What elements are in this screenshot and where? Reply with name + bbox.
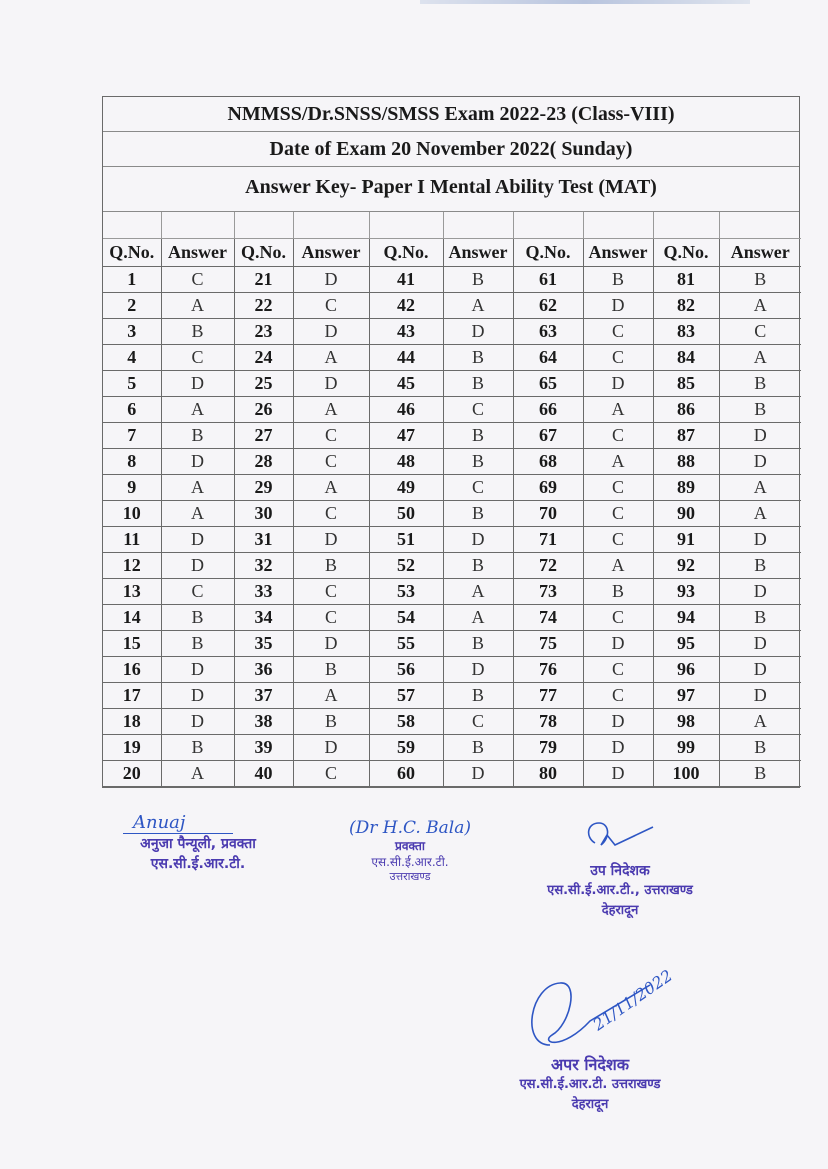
question-number-cell: 96 xyxy=(653,657,719,683)
question-number-cell: 74 xyxy=(513,605,583,631)
question-number-cell: 69 xyxy=(513,475,583,501)
question-number-cell: 85 xyxy=(653,371,719,397)
answer-cell: B xyxy=(443,267,513,293)
answer-cell: B xyxy=(443,371,513,397)
answer-cell: A xyxy=(719,345,801,371)
signatory-line: अनुजा पैन्यूली, प्रवक्ता xyxy=(140,836,256,852)
answer-cell: A xyxy=(161,761,234,787)
answer-cell: B xyxy=(719,371,801,397)
answer-cell: D xyxy=(443,319,513,345)
signatory-line: एस.सी.ई.आर.टी. xyxy=(371,855,449,869)
answer-cell: D xyxy=(161,683,234,709)
answer-cell: B xyxy=(719,553,801,579)
question-number-cell: 17 xyxy=(103,683,161,709)
question-number-cell: 55 xyxy=(369,631,443,657)
answer-cell: A xyxy=(443,579,513,605)
question-number-cell: 33 xyxy=(234,579,293,605)
answer-cell: A xyxy=(719,475,801,501)
signatory-line: देहरादून xyxy=(571,1097,609,1112)
answer-cell: C xyxy=(443,475,513,501)
table-row xyxy=(103,761,801,787)
question-number-cell: 29 xyxy=(234,475,293,501)
answer-cell: B xyxy=(161,605,234,631)
table-row xyxy=(103,475,801,501)
answer-cell: D xyxy=(293,371,369,397)
answer-cell: C xyxy=(583,475,653,501)
question-number-cell: 28 xyxy=(234,449,293,475)
answer-cell: D xyxy=(293,527,369,553)
col-header: Q.No. xyxy=(653,239,719,267)
table-row xyxy=(103,423,801,449)
answer-cell: B xyxy=(583,579,653,605)
answer-cell: B xyxy=(443,423,513,449)
col-header: Answer xyxy=(719,239,801,267)
question-number-cell: 68 xyxy=(513,449,583,475)
table-row xyxy=(103,501,801,527)
answer-cell: B xyxy=(719,761,801,787)
question-number-cell: 82 xyxy=(653,293,719,319)
answer-cell: D xyxy=(161,371,234,397)
signature-scrawl: Anuaj xyxy=(123,812,233,834)
answer-cell: A xyxy=(719,709,801,735)
answer-cell: C xyxy=(583,501,653,527)
answer-cell: D xyxy=(161,553,234,579)
question-number-cell: 41 xyxy=(369,267,443,293)
answer-cell: D xyxy=(719,657,801,683)
answer-cell: A xyxy=(443,605,513,631)
answer-cell: A xyxy=(293,683,369,709)
col-header: Answer xyxy=(161,239,234,267)
question-number-cell: 31 xyxy=(234,527,293,553)
answer-cell: D xyxy=(161,709,234,735)
question-number-cell: 38 xyxy=(234,709,293,735)
answer-cell: B xyxy=(293,553,369,579)
question-number-cell: 7 xyxy=(103,423,161,449)
answer-cell: B xyxy=(443,501,513,527)
answer-cell: B xyxy=(583,267,653,293)
question-number-cell: 44 xyxy=(369,345,443,371)
question-number-cell: 53 xyxy=(369,579,443,605)
answer-cell: A xyxy=(719,293,801,319)
paper-subtitle: Answer Key- Paper I Mental Ability Test (MAT) xyxy=(103,167,799,212)
answer-cell: D xyxy=(161,527,234,553)
question-number-cell: 14 xyxy=(103,605,161,631)
question-number-cell: 54 xyxy=(369,605,443,631)
question-number-cell: 23 xyxy=(234,319,293,345)
question-number-cell: 94 xyxy=(653,605,719,631)
signature-scrawl: (Dr H.C. Bala) xyxy=(348,818,472,838)
table-row xyxy=(103,345,801,371)
answer-cell: D xyxy=(719,527,801,553)
signature-block-additional-director xyxy=(485,965,695,1115)
question-number-cell: 50 xyxy=(369,501,443,527)
question-number-cell: 46 xyxy=(369,397,443,423)
question-number-cell: 16 xyxy=(103,657,161,683)
answer-cell: D xyxy=(443,527,513,553)
question-number-cell: 57 xyxy=(369,683,443,709)
answer-cell: C xyxy=(161,345,234,371)
answer-cell: D xyxy=(443,761,513,787)
question-number-cell: 59 xyxy=(369,735,443,761)
question-number-cell: 22 xyxy=(234,293,293,319)
question-number-cell: 3 xyxy=(103,319,161,345)
question-number-cell: 67 xyxy=(513,423,583,449)
answer-cell: C xyxy=(443,397,513,423)
answer-cell: B xyxy=(719,605,801,631)
answer-cell: D xyxy=(161,657,234,683)
question-number-cell: 75 xyxy=(513,631,583,657)
question-number-cell: 63 xyxy=(513,319,583,345)
question-number-cell: 1 xyxy=(103,267,161,293)
answer-cell: C xyxy=(583,683,653,709)
answer-key-sheet xyxy=(102,96,800,788)
question-number-cell: 6 xyxy=(103,397,161,423)
table-row xyxy=(103,735,801,761)
answer-cell: A xyxy=(161,475,234,501)
col-header: Q.No. xyxy=(103,239,161,267)
answer-cell: B xyxy=(719,267,801,293)
question-number-cell: 35 xyxy=(234,631,293,657)
answer-cell: A xyxy=(293,475,369,501)
table-row xyxy=(103,605,801,631)
question-number-cell: 79 xyxy=(513,735,583,761)
table-row xyxy=(103,683,801,709)
exam-title: NMMSS/Dr.SNSS/SMSS Exam 2022-23 (Class-VIII) xyxy=(103,97,799,132)
answer-cell: D xyxy=(443,657,513,683)
table-row xyxy=(103,527,801,553)
answer-cell: A xyxy=(161,501,234,527)
answer-cell: C xyxy=(583,605,653,631)
question-number-cell: 47 xyxy=(369,423,443,449)
question-number-cell: 43 xyxy=(369,319,443,345)
answer-cell: B xyxy=(443,631,513,657)
answer-cell: C xyxy=(293,761,369,787)
answer-cell: D xyxy=(161,449,234,475)
question-number-cell: 61 xyxy=(513,267,583,293)
question-number-cell: 84 xyxy=(653,345,719,371)
signatory-line: एस.सी.ई.आर.टी. xyxy=(150,856,246,872)
question-number-cell: 20 xyxy=(103,761,161,787)
answer-cell: A xyxy=(443,293,513,319)
answer-cell: C xyxy=(583,345,653,371)
question-number-cell: 80 xyxy=(513,761,583,787)
answer-cell: D xyxy=(583,761,653,787)
question-number-cell: 21 xyxy=(234,267,293,293)
signatory-line: प्रवक्ता xyxy=(395,839,425,853)
question-number-cell: 11 xyxy=(103,527,161,553)
answer-cell: A xyxy=(293,397,369,423)
table-row xyxy=(103,319,801,345)
question-number-cell: 97 xyxy=(653,683,719,709)
answer-cell: A xyxy=(293,345,369,371)
signatory-line: देहरादून xyxy=(601,903,639,918)
question-number-cell: 83 xyxy=(653,319,719,345)
question-number-cell: 8 xyxy=(103,449,161,475)
answer-cell: B xyxy=(719,735,801,761)
answer-cell: B xyxy=(443,345,513,371)
table-row xyxy=(103,293,801,319)
table-row xyxy=(103,371,801,397)
answer-cell: D xyxy=(719,423,801,449)
question-number-cell: 13 xyxy=(103,579,161,605)
signatory-line: एस.सी.ई.आर.टी., उत्तराखण्ड xyxy=(547,883,693,898)
question-number-cell: 100 xyxy=(653,761,719,787)
question-number-cell: 71 xyxy=(513,527,583,553)
table-row xyxy=(103,267,801,293)
answer-cell: B xyxy=(443,683,513,709)
answer-cell: C xyxy=(293,293,369,319)
col-header: Answer xyxy=(583,239,653,267)
question-number-cell: 66 xyxy=(513,397,583,423)
answer-cell: D xyxy=(719,579,801,605)
question-number-cell: 64 xyxy=(513,345,583,371)
question-number-cell: 18 xyxy=(103,709,161,735)
answer-cell: B xyxy=(293,657,369,683)
col-header: Q.No. xyxy=(369,239,443,267)
signature-block-lecturer-1 xyxy=(108,812,288,874)
header-row xyxy=(103,239,801,267)
question-number-cell: 56 xyxy=(369,657,443,683)
signatory-line: एस.सी.ई.आर.टी. उत्तराखण्ड xyxy=(519,1077,661,1092)
answer-cell: C xyxy=(161,267,234,293)
question-number-cell: 24 xyxy=(234,345,293,371)
answer-cell: C xyxy=(293,605,369,631)
answer-cell: C xyxy=(583,657,653,683)
question-number-cell: 78 xyxy=(513,709,583,735)
answer-cell: D xyxy=(293,267,369,293)
question-number-cell: 39 xyxy=(234,735,293,761)
answer-cell: B xyxy=(719,397,801,423)
answer-cell: C xyxy=(293,501,369,527)
svg-text:21/11/2022: 21/11/2022 xyxy=(589,965,676,1035)
question-number-cell: 65 xyxy=(513,371,583,397)
question-number-cell: 40 xyxy=(234,761,293,787)
answer-cell: D xyxy=(583,293,653,319)
question-number-cell: 93 xyxy=(653,579,719,605)
answer-cell: C xyxy=(583,423,653,449)
blank-row xyxy=(103,212,801,239)
question-number-cell: 12 xyxy=(103,553,161,579)
answer-cell: D xyxy=(293,631,369,657)
answer-cell: A xyxy=(583,449,653,475)
answer-cell: B xyxy=(161,319,234,345)
question-number-cell: 42 xyxy=(369,293,443,319)
question-number-cell: 2 xyxy=(103,293,161,319)
table-row xyxy=(103,631,801,657)
answer-cell: A xyxy=(719,501,801,527)
signatory-line: उप निदेशक xyxy=(590,863,650,879)
answer-cell: C xyxy=(583,319,653,345)
answer-cell: B xyxy=(161,631,234,657)
signature-block-lecturer-2 xyxy=(325,818,495,884)
question-number-cell: 37 xyxy=(234,683,293,709)
question-number-cell: 89 xyxy=(653,475,719,501)
table-row xyxy=(103,579,801,605)
answer-cell: C xyxy=(161,579,234,605)
table-row xyxy=(103,709,801,735)
answer-cell: D xyxy=(583,735,653,761)
question-number-cell: 98 xyxy=(653,709,719,735)
col-header: Q.No. xyxy=(234,239,293,267)
question-number-cell: 58 xyxy=(369,709,443,735)
answer-cell: D xyxy=(293,735,369,761)
question-number-cell: 4 xyxy=(103,345,161,371)
answer-cell: B xyxy=(161,423,234,449)
question-number-cell: 95 xyxy=(653,631,719,657)
answer-cell: C xyxy=(583,527,653,553)
answer-cell: B xyxy=(443,735,513,761)
signature-block-deputy-director xyxy=(520,815,720,921)
answer-cell: D xyxy=(719,683,801,709)
answer-cell: C xyxy=(443,709,513,735)
answer-cell: D xyxy=(583,371,653,397)
question-number-cell: 51 xyxy=(369,527,443,553)
table-row xyxy=(103,449,801,475)
answer-cell: A xyxy=(161,293,234,319)
answer-cell: B xyxy=(161,735,234,761)
answer-cell: C xyxy=(293,423,369,449)
question-number-cell: 90 xyxy=(653,501,719,527)
question-number-cell: 72 xyxy=(513,553,583,579)
answer-cell: D xyxy=(293,319,369,345)
answer-cell: D xyxy=(719,449,801,475)
question-number-cell: 32 xyxy=(234,553,293,579)
signatory-line: उत्तराखण्ड xyxy=(389,870,431,883)
signature-scrawl-icon xyxy=(500,965,680,1057)
question-number-cell: 36 xyxy=(234,657,293,683)
question-number-cell: 25 xyxy=(234,371,293,397)
answer-cell: B xyxy=(443,449,513,475)
answer-cell: D xyxy=(719,631,801,657)
answer-cell: B xyxy=(443,553,513,579)
question-number-cell: 34 xyxy=(234,605,293,631)
signatory-line: अपर निदेशक xyxy=(550,1055,630,1074)
question-number-cell: 62 xyxy=(513,293,583,319)
question-number-cell: 87 xyxy=(653,423,719,449)
question-number-cell: 9 xyxy=(103,475,161,501)
question-number-cell: 88 xyxy=(653,449,719,475)
answer-cell: C xyxy=(293,449,369,475)
table-row xyxy=(103,657,801,683)
question-number-cell: 60 xyxy=(369,761,443,787)
question-number-cell: 81 xyxy=(653,267,719,293)
question-number-cell: 77 xyxy=(513,683,583,709)
question-number-cell: 91 xyxy=(653,527,719,553)
question-number-cell: 70 xyxy=(513,501,583,527)
question-number-cell: 76 xyxy=(513,657,583,683)
exam-date: Date of Exam 20 November 2022( Sunday) xyxy=(103,132,799,167)
question-number-cell: 92 xyxy=(653,553,719,579)
answer-cell: D xyxy=(583,631,653,657)
question-number-cell: 30 xyxy=(234,501,293,527)
col-header: Q.No. xyxy=(513,239,583,267)
question-number-cell: 19 xyxy=(103,735,161,761)
answer-cell: B xyxy=(293,709,369,735)
question-number-cell: 26 xyxy=(234,397,293,423)
col-header: Answer xyxy=(293,239,369,267)
answer-cell: C xyxy=(719,319,801,345)
signature-scrawl-icon xyxy=(575,815,665,857)
question-number-cell: 45 xyxy=(369,371,443,397)
table-row xyxy=(103,553,801,579)
answer-cell: A xyxy=(161,397,234,423)
question-number-cell: 15 xyxy=(103,631,161,657)
table-row xyxy=(103,397,801,423)
question-number-cell: 5 xyxy=(103,371,161,397)
answer-cell: D xyxy=(583,709,653,735)
question-number-cell: 73 xyxy=(513,579,583,605)
answer-cell: A xyxy=(583,397,653,423)
answer-cell: A xyxy=(583,553,653,579)
question-number-cell: 10 xyxy=(103,501,161,527)
answer-cell: C xyxy=(293,579,369,605)
question-number-cell: 52 xyxy=(369,553,443,579)
question-number-cell: 99 xyxy=(653,735,719,761)
scan-edge xyxy=(420,0,750,4)
question-number-cell: 27 xyxy=(234,423,293,449)
question-number-cell: 86 xyxy=(653,397,719,423)
col-header: Answer xyxy=(443,239,513,267)
answer-key-table xyxy=(103,212,801,787)
question-number-cell: 48 xyxy=(369,449,443,475)
question-number-cell: 49 xyxy=(369,475,443,501)
